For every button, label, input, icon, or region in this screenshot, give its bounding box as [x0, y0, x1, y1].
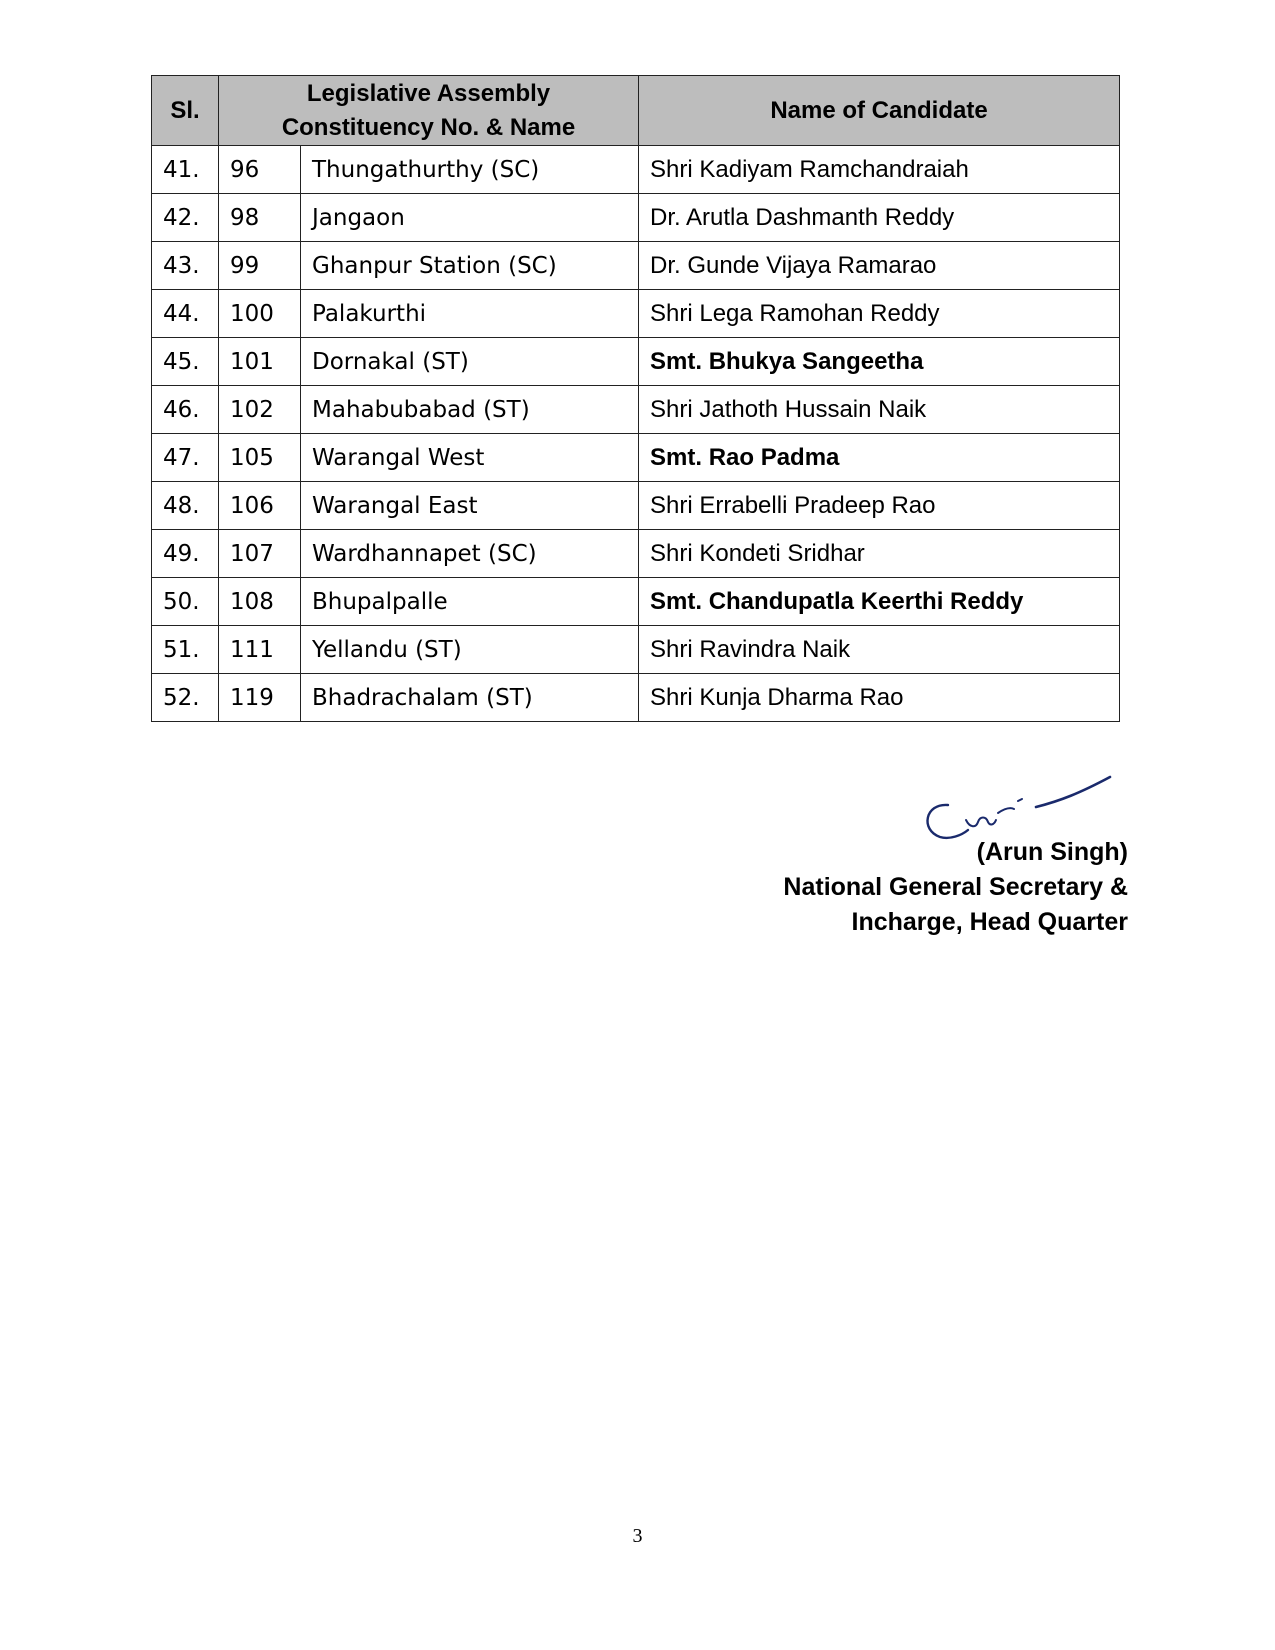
candidate-name-cell: Shri Kunja Dharma Rao [639, 674, 1120, 722]
constituency-name-cell: Thungathurthy (SC) [301, 146, 639, 194]
constituency-number-cell: 108 [219, 578, 301, 626]
constituency-name-cell: Dornakal (ST) [301, 338, 639, 386]
constituency-name-cell: Wardhannapet (SC) [301, 530, 639, 578]
constituency-number-cell: 100 [219, 290, 301, 338]
candidate-name-cell: Shri Errabelli Pradeep Rao [639, 482, 1120, 530]
table-row [152, 482, 1120, 530]
sl-cell: 49. [152, 530, 219, 578]
candidate-name-cell: Shri Jathoth Hussain Naik [639, 386, 1120, 434]
sl-cell: 46. [152, 386, 219, 434]
constituency-name-cell: Palakurthi [301, 290, 639, 338]
candidate-name-cell: Shri Kondeti Sridhar [639, 530, 1120, 578]
signatory-name: (Arun Singh) [976, 838, 1128, 866]
constituency-number-cell: 119 [219, 674, 301, 722]
constituency-name-cell: Jangaon [301, 194, 639, 242]
candidate-name-cell: Dr. Gunde Vijaya Ramarao [639, 242, 1120, 290]
table-row [152, 530, 1120, 578]
page-number: 3 [632, 1525, 643, 1547]
candidate-name-cell: Smt. Bhukya Sangeetha [639, 338, 1120, 386]
table-row [152, 146, 1120, 194]
constituency-name-cell: Bhadrachalam (ST) [301, 674, 639, 722]
header-constituency-line2: Constituency No. & Name [281, 113, 576, 141]
constituency-number-cell: 102 [219, 386, 301, 434]
header-candidate: Name of Candidate [639, 76, 1120, 146]
signatory-title-line1: National General Secretary & [783, 873, 1128, 901]
sl-cell: 44. [152, 290, 219, 338]
table-row [152, 242, 1120, 290]
sl-cell: 47. [152, 434, 219, 482]
sl-cell: 45. [152, 338, 219, 386]
candidate-name-cell: Smt. Rao Padma [639, 434, 1120, 482]
constituency-name-cell: Mahabubabad (ST) [301, 386, 639, 434]
constituency-number-cell: 107 [219, 530, 301, 578]
table-row [152, 194, 1120, 242]
constituency-name-cell: Warangal East [301, 482, 639, 530]
candidate-name-cell: Shri Lega Ramohan Reddy [639, 290, 1120, 338]
table-row [152, 674, 1120, 722]
sl-cell: 52. [152, 674, 219, 722]
table-row [152, 578, 1120, 626]
candidate-name-cell: Dr. Arutla Dashmanth Reddy [639, 194, 1120, 242]
constituency-name-cell: Yellandu (ST) [301, 626, 639, 674]
header-sl: Sl. [152, 76, 219, 146]
table-row [152, 338, 1120, 386]
sl-cell: 51. [152, 626, 219, 674]
constituency-number-cell: 99 [219, 242, 301, 290]
sl-cell: 48. [152, 482, 219, 530]
table-row [152, 386, 1120, 434]
constituency-number-cell: 106 [219, 482, 301, 530]
sl-cell: 43. [152, 242, 219, 290]
candidate-name-cell: Smt. Chandupatla Keerthi Reddy [639, 578, 1120, 626]
table-row [152, 434, 1120, 482]
sl-cell: 41. [152, 146, 219, 194]
sl-cell: 42. [152, 194, 219, 242]
constituency-name-cell: Bhupalpalle [301, 578, 639, 626]
table-row [152, 290, 1120, 338]
constituency-number-cell: 98 [219, 194, 301, 242]
header-constituency [219, 76, 639, 146]
signatory-title-line2: Incharge, Head Quarter [851, 908, 1128, 936]
header-constituency-line1: Legislative Assembly [306, 79, 551, 107]
constituency-number-cell: 111 [219, 626, 301, 674]
table-header-row [152, 76, 1120, 146]
table-row [152, 626, 1120, 674]
candidate-name-cell: Shri Kadiyam Ramchandraiah [639, 146, 1120, 194]
constituency-number-cell: 105 [219, 434, 301, 482]
constituency-name-cell: Ghanpur Station (SC) [301, 242, 639, 290]
constituency-number-cell: 101 [219, 338, 301, 386]
sl-cell: 50. [152, 578, 219, 626]
candidate-table [151, 75, 1120, 722]
candidate-name-cell: Shri Ravindra Naik [639, 626, 1120, 674]
constituency-name-cell: Warangal West [301, 434, 639, 482]
constituency-number-cell: 96 [219, 146, 301, 194]
